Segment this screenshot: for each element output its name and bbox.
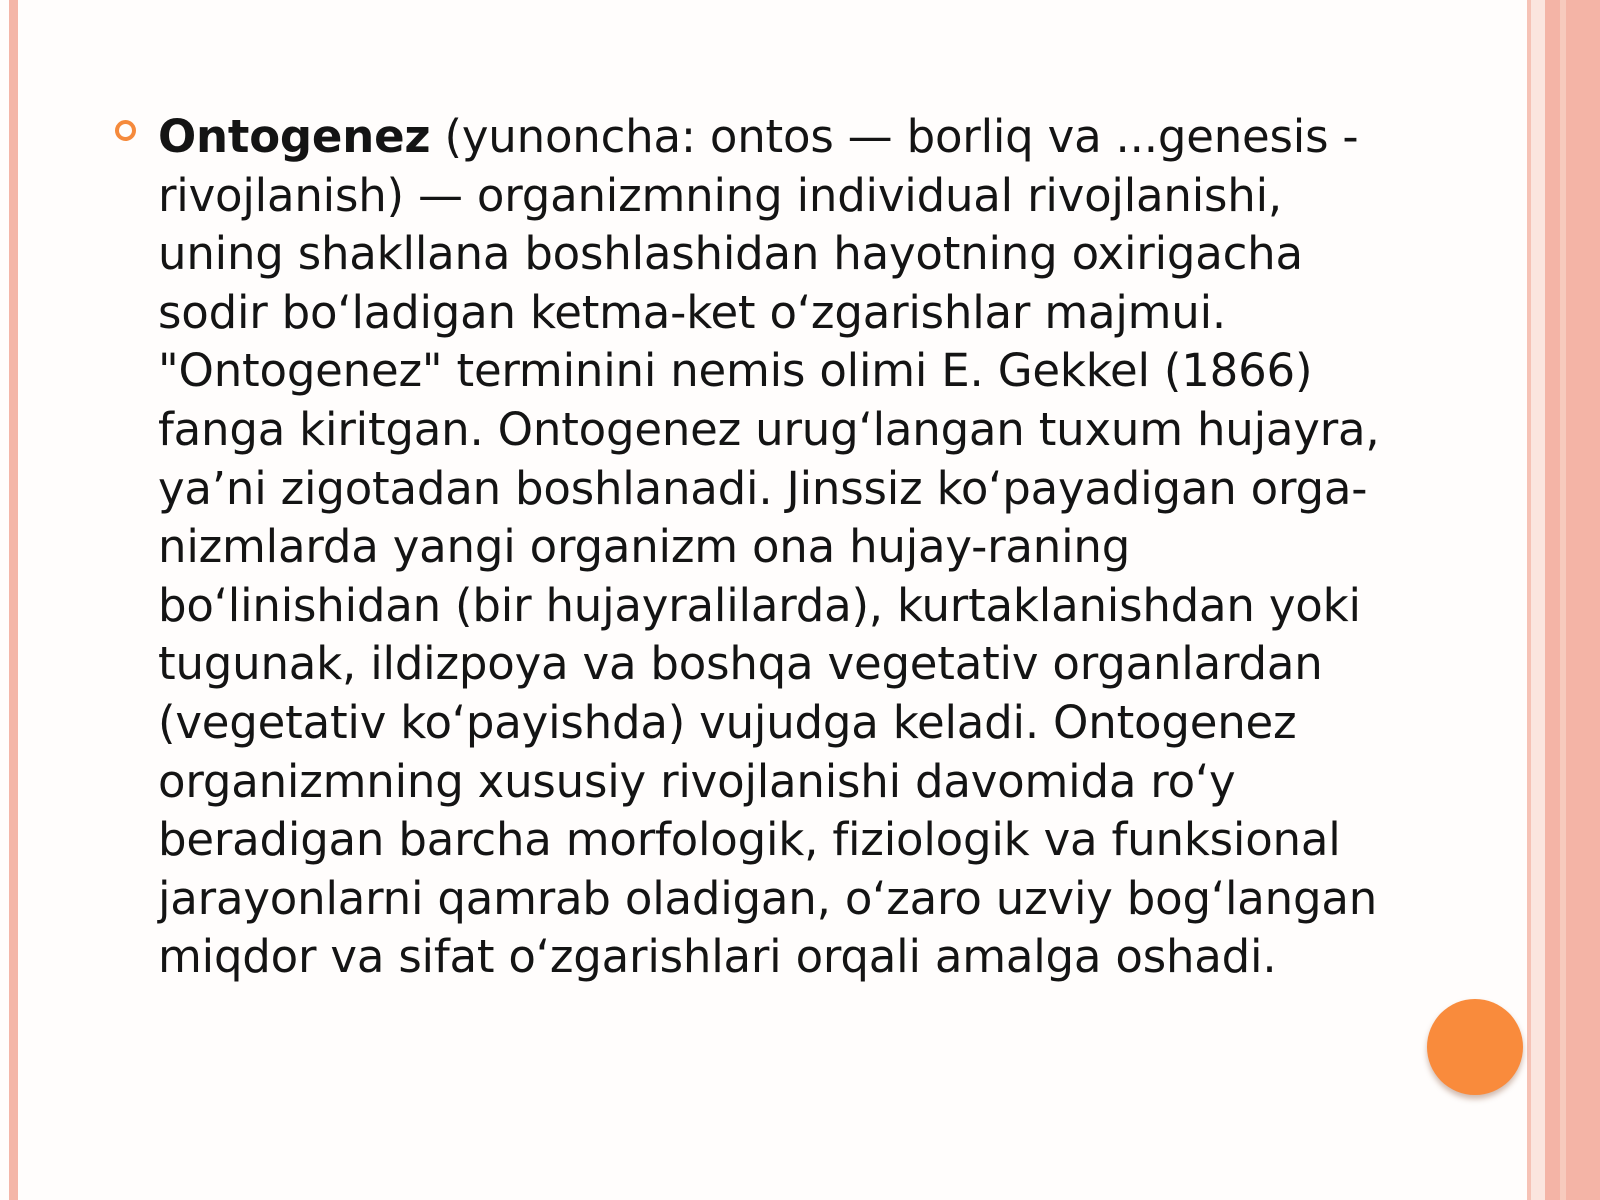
bullet-ring-icon [115,120,136,141]
right-decor-stripe-highlight [1560,0,1566,1200]
right-decor-stripe-light [1531,0,1545,1200]
left-border-stripe [9,0,18,1200]
term-heading: Ontogenez [158,110,431,163]
slide-body-text [158,108,1388,987]
definition-text: (yunoncha: ontos — borliq va ...genesis - rivojlanish) — organizmning individual rivojlanishi, uning shakllana boshlashidan hayotning oxirigacha sodir boʻladigan ketma-ket oʻzgarishlar majmui. "Ontogenez" terminini nemis olimi E. Gekkel (1866) fanga kiritgan. Ontogenez urugʻlangan tuxum hujayra, yaʼni zigotadan boshlanadi. Jinssiz koʻpayadigan orga-nizmlarda yangi organizm ona hujay-raning boʻlinishidan (bir hujayralilarda), kurtaklanishdan yoki tugunak, ildizpoya va boshqa vegetativ organlardan (vegetativ koʻpayishda) vujudga keladi. Ontogenez organizmning xususiy rivojlanishi davomida roʻy beradigan barcha morfologik, fiziologik va funksional jarayonlarni qamrab oladigan, oʻzaro uzviy bogʻlangan miqdor va sifat oʻzgarishlari orqali amalga oshadi. [158,110,1380,984]
orange-circle-decoration [1427,999,1523,1095]
right-decor-stripe-thin [1527,0,1531,1200]
right-decor-stripe-wide [1545,0,1600,1200]
